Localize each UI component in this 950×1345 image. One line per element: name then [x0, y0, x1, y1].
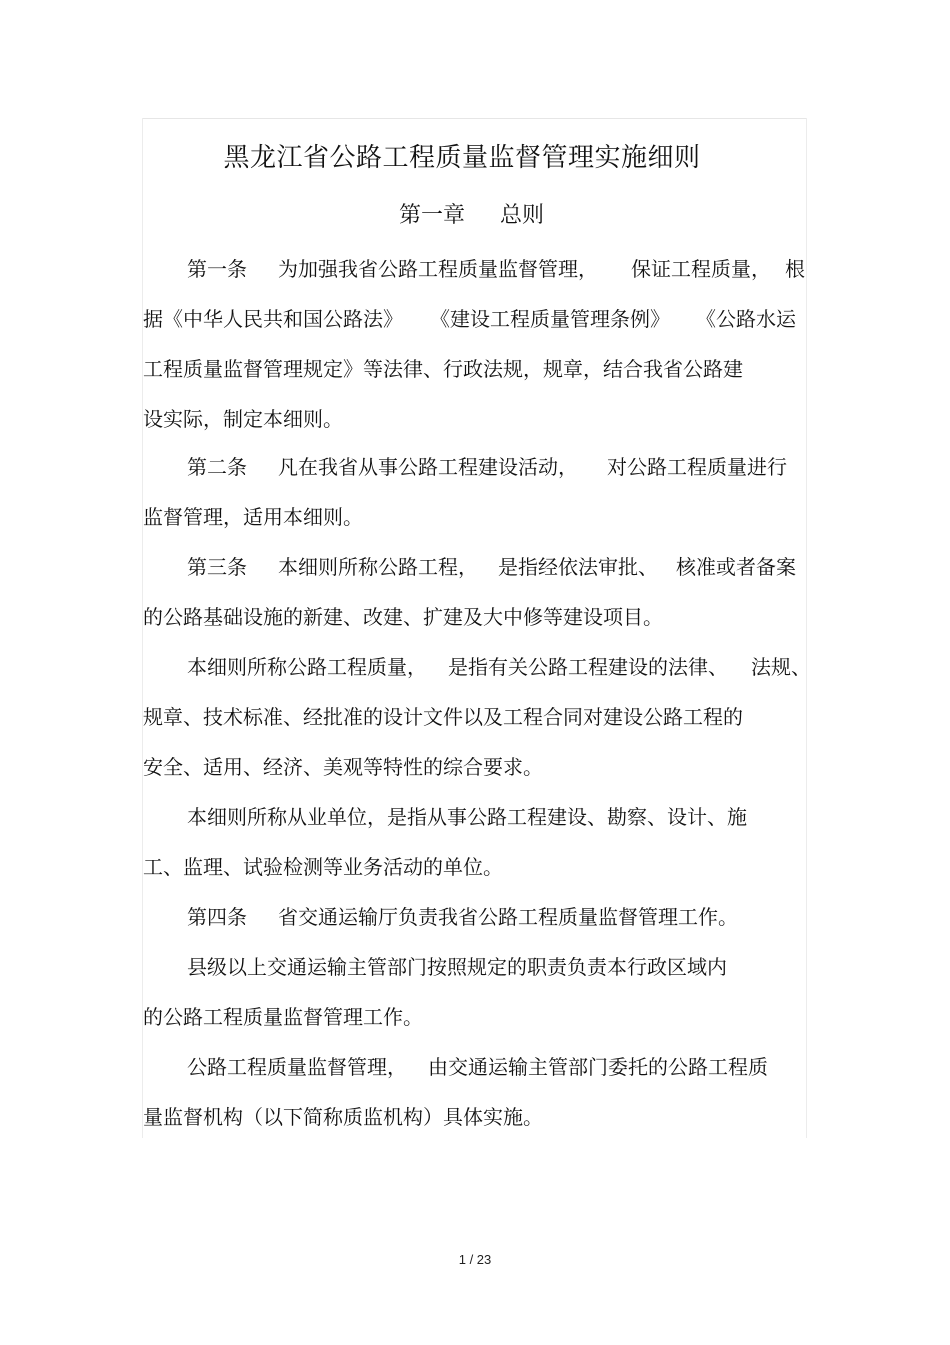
body-text: 的公路工程质量监督管理工作。 [143, 1005, 423, 1029]
body-text: 《建设工程质量管理条例》 [430, 307, 670, 331]
body-text: 工、监理、试验检测等业务活动的单位。 [143, 855, 503, 879]
body-text: 本细则所称公路工程质量， [187, 655, 427, 679]
page-frame-right [806, 118, 807, 1138]
body-text: 规章、技术标准、经批准的设计文件以及工程合同对建设公路工程的 [143, 705, 743, 729]
body-text: 保证工程质量， [631, 257, 771, 281]
body-text: 《公路水运 [696, 307, 796, 331]
body-text: 由交通运输主管部门委托的公路工程质 [428, 1055, 768, 1079]
body-text: 据《中华人民共和国公路法》 [143, 307, 403, 331]
document-title: 黑龙江省公路工程质量监督管理实施细则 [223, 143, 701, 173]
body-text: 凡在我省从事公路工程建设活动， [278, 455, 578, 479]
body-text: 公路工程质量监督管理， [187, 1055, 407, 1079]
page-frame-top [142, 118, 807, 119]
body-text: 核准或者备案 [676, 555, 796, 579]
body-text: 本细则所称公路工程， [278, 555, 478, 579]
body-text: 对公路工程质量进行 [607, 455, 787, 479]
article-label: 第二条 [187, 455, 247, 479]
article-label: 第四条 [187, 905, 247, 929]
article-label: 第一条 [187, 257, 247, 281]
body-text: 法规、 [751, 655, 811, 679]
body-text: 监督管理，适用本细则。 [143, 505, 363, 529]
body-text: 是指有关公路工程建设的法律、 [448, 655, 728, 679]
body-text: 量监督机构（以下简称质监机构）具体实施。 [143, 1105, 543, 1129]
body-text: 省交通运输厅负责我省公路工程质量监督管理工作。 [278, 905, 738, 929]
article-label: 第三条 [187, 555, 247, 579]
body-text: 工程质量监督管理规定》等法律、行政法规，规章，结合我省公路建 [143, 357, 743, 381]
body-text: 本细则所称从业单位，是指从事公路工程建设、勘察、设计、施 [187, 805, 747, 829]
body-text: 根 [785, 257, 805, 281]
chapter-name: 总则 [500, 203, 545, 228]
body-text: 为加强我省公路工程质量监督管理， [278, 257, 598, 281]
body-text: 安全、适用、经济、美观等特性的综合要求。 [143, 755, 543, 779]
chapter-number: 第一章 [399, 203, 466, 228]
body-text: 的公路基础设施的新建、改建、扩建及大中修等建设项目。 [143, 605, 663, 629]
page-number: 1 / 23 [458, 1252, 492, 1267]
body-text: 是指经依法审批、 [498, 555, 658, 579]
body-text: 设实际，制定本细则。 [143, 407, 343, 431]
body-text: 县级以上交通运输主管部门按照规定的职责负责本行政区域内 [187, 955, 727, 979]
